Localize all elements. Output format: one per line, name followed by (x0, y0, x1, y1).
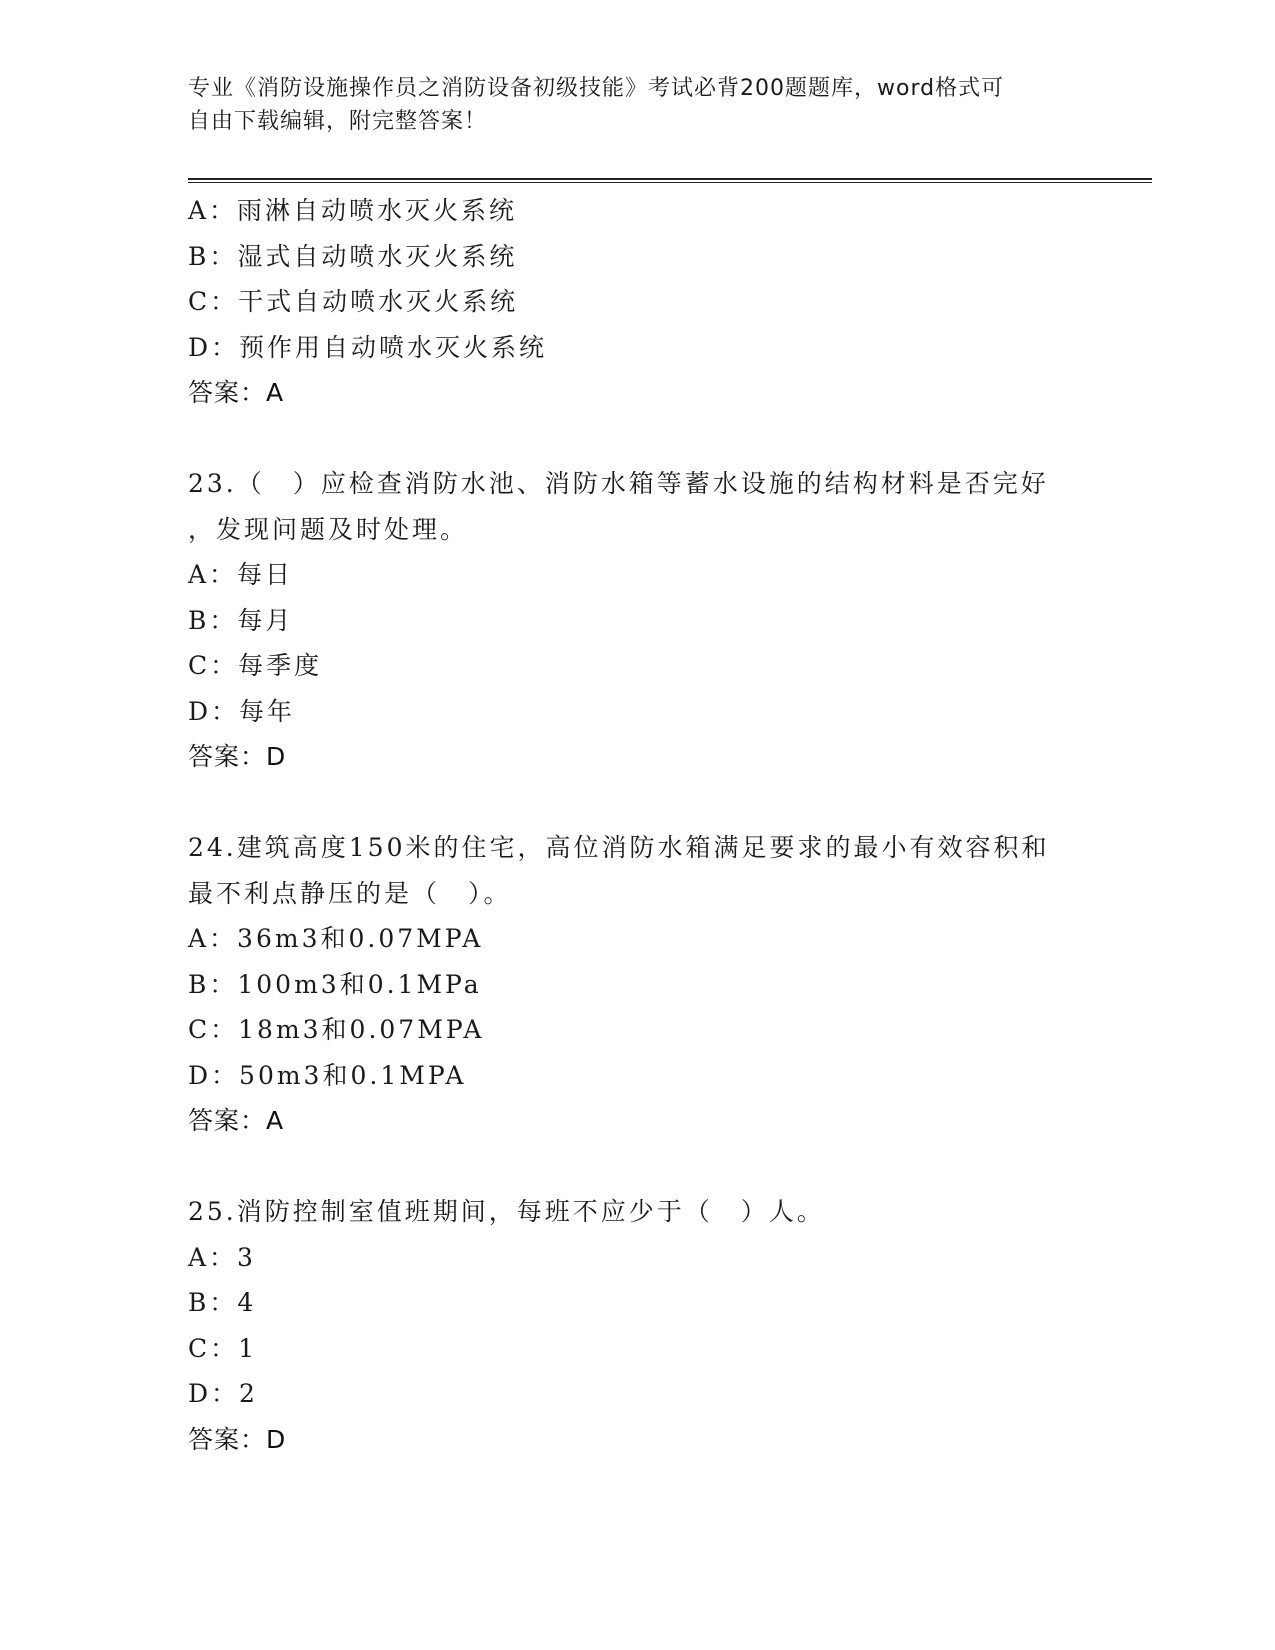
option-b: B：100m3和0.1MPa (188, 969, 482, 999)
answer-line: 答案：D (188, 1424, 287, 1454)
question-list (188, 188, 1128, 1462)
question-stem: 25.消防控制室值班期间，每班不应少于（ ）人。 (188, 1197, 825, 1226)
spacer (188, 780, 1128, 826)
spacer (188, 1144, 1128, 1190)
question-23-block (188, 461, 1128, 780)
option-a: A：雨淋自动喷水灭火系统 (188, 196, 518, 225)
option-a: A：36m3和0.07MPA (188, 924, 484, 953)
spacer (188, 416, 1128, 462)
question-25-block (188, 1189, 1128, 1462)
question-24-block (188, 825, 1128, 1144)
option-a: A：3 (188, 1242, 256, 1272)
document-header (188, 72, 1068, 138)
option-c: C：干式自动喷水灭火系统 (188, 287, 519, 316)
question-stem: 23.（ ）应检查消防水池、消防水箱等蓄水设施的结构材料是否完好 (188, 469, 1049, 498)
answer-line: 答案：D (188, 742, 287, 771)
question-stem: 24.建筑高度150米的住宅，高位消防水箱满足要求的最小有效容积和 (188, 833, 1050, 862)
option-b: B：湿式自动喷水灭火系统 (188, 241, 518, 271)
option-b: B：4 (188, 1288, 257, 1317)
option-d: D：50m3和0.1MPA (188, 1060, 467, 1090)
option-d: D：2 (188, 1379, 258, 1408)
option-c: C：1 (188, 1333, 258, 1363)
answer-line: 答案：A (188, 1106, 285, 1135)
header-line-1: 专业《消防设施操作员之消防设备初级技能》考试必背200题题库，word格式可 (188, 76, 1005, 101)
option-a: A：每日 (188, 560, 294, 589)
option-d: D：每年 (188, 696, 296, 726)
answer-line: 答案：A (188, 378, 285, 407)
option-d: D：预作用自动喷水灭火系统 (188, 332, 548, 362)
question-stem-continuation: 最不利点静压的是（ ）。 (188, 878, 512, 908)
option-b: B：每月 (188, 605, 294, 635)
question-stem-continuation: ，发现问题及时处理。 (188, 514, 469, 544)
header-divider (188, 178, 1152, 183)
option-c: C：每季度 (188, 651, 323, 680)
option-c: C：18m3和0.07MPA (188, 1015, 485, 1044)
question-22-block (188, 188, 1128, 416)
header-line-2: 自由下载编辑，附完整答案！ (188, 109, 488, 134)
